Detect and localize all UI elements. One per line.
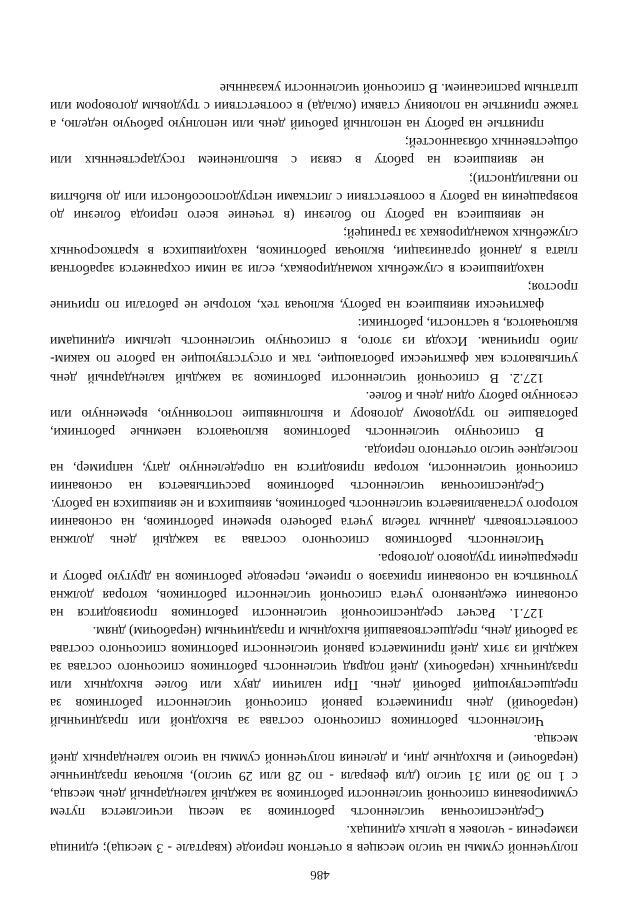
list-item: находившиеся в служебных командировках, если за ними сохраняется заработная плата в данной организации, включая работников, находившихся в краткосрочных служебных командировках за границей;: [50, 225, 578, 277]
list-item: не явившиеся на работу в связи с выполнением государственных или общественных обязанностей;: [50, 135, 578, 169]
paragraph: Численность работников списочного состава за выходной или праздничный (нерабочий) день принимается равной списочной численности работников за предшествующий рабочий день. При наличии двух или более выходных или праздничных (нерабочих) дней подряд численность работников списочного состава за каждый из этих дней принимается равной численности работников списочного состава за рабочий день, предшествовавший выходным и праздничным (нерабочим) дням.: [50, 623, 578, 730]
document-body: [50, 79, 578, 857]
paragraph: Среднесписочная численность работников за месяц исчисляется путем суммирования списочной численности работников за каждый календарный день месяца, с 1 по 30 или 31 число (для февраля - по 28 или 29 число), включая праздничные (нерабочие) и выходные дни, и деления полученной суммы на число календарных дней месяца.: [50, 732, 578, 820]
paragraph: полученной суммы на число месяцев в отчетном периоде (квартале - 3 месяца); единица измерения - человек в целых единицах.: [50, 822, 578, 856]
page-number: 486: [310, 868, 330, 883]
paragraph: 127.2. В списочной численности работников за каждый календарный день учитываются как фактически работающие, так и отсутствующие на работе по каким-либо причинам. Исходя из этого, в списочную численность целыми единицами включаются, в частности, работники:: [50, 316, 578, 386]
paragraph: Среднесписочная численность работников рассчитывается на основании списочной численности, которая приводится на определенную дату, например, на последнее число отчетного периода.: [50, 442, 578, 495]
paragraph: В списочную численность работников включаются наемные работники, работавшие по трудовому договору и выполнявшие постоянную, временную или сезонную работу один день и более.: [50, 388, 578, 440]
list-item: фактически явившиеся на работу, включая тех, которые не работали по причине простоя;: [50, 280, 578, 314]
list-item: принятые на работу на неполный рабочий день или неполную рабочую неделю, а также принятые на половину ставки (оклада) в соответствии с трудовым договором или штатным расписанием. В списочной численности указанные: [50, 81, 578, 133]
paragraph: Численность работников списочного состава за каждый день должна соответствовать данным табеля учета рабочего времени работников, на основании которого устанавливается численность работников, явившихся и не явившихся на работу.: [50, 497, 578, 549]
list-item: не явившиеся на работу по болезни (в течение всего периода болезни до возвращения на работу в соответствии с листками нетрудоспособности или до выбытия по инвалидности);: [50, 171, 578, 223]
paragraph: 127.1. Расчет среднесписочной численности работников производится на основании ежедневного учета списочной численности работников, которая должна уточняться на основании приказов о приеме, переводе работников на другую работу и прекращении трудового договора.: [50, 551, 578, 621]
